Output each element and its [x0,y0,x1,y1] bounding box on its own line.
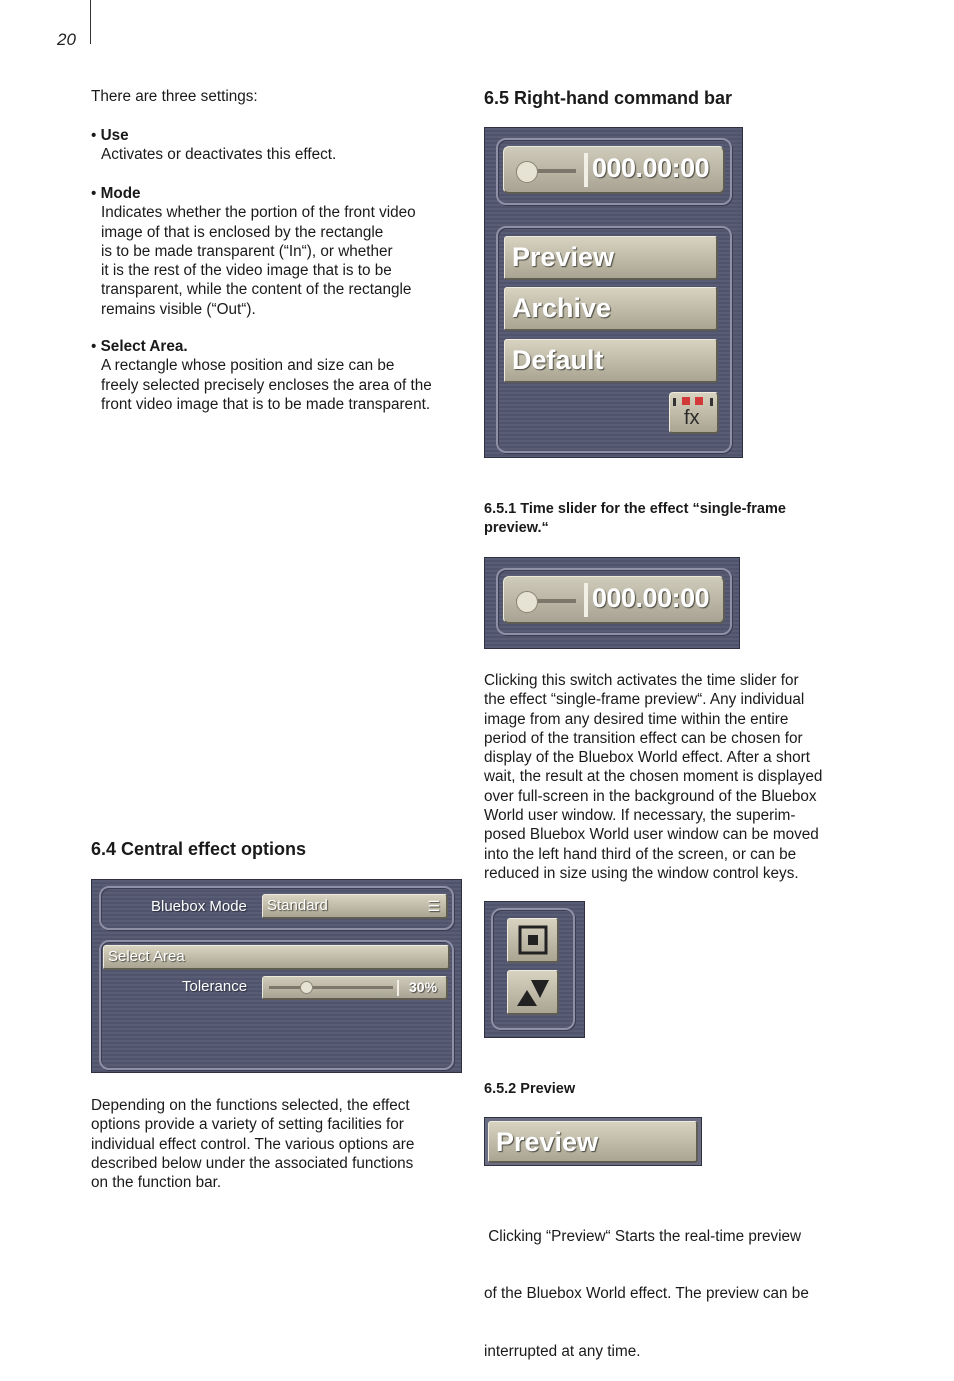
time-slider-description [484,671,864,883]
default-button[interactable]: Default [504,339,718,383]
time-slider-panel [484,557,740,649]
maximize-button[interactable] [507,918,559,963]
command-bar-panel [484,127,743,458]
bullet-line: transparent, while the content of the rectangle [101,281,412,299]
preview-button-panel [484,1117,702,1166]
bullet-title: Use [100,127,129,144]
bullet-use [91,126,471,165]
text-line: Clicking this switch activates the time slider for [484,672,799,689]
text-line: into the left hand third of the screen, or can be [484,845,797,863]
text-line: display of the Bluebox World effect. After a short [484,749,810,767]
maximize-icon [518,925,548,955]
time-knob[interactable] [516,591,538,613]
heading-line: preview.“ [484,520,549,536]
timecode-readout: 000.00:00 [592,153,710,183]
fx-icon: fx [684,407,700,429]
slider-divider [397,980,399,996]
text-line: the effect “single-frame preview“. Any individual [484,691,805,709]
text-line: interrupted at any time. [484,1343,641,1361]
text-line: on the function bar. [91,1174,222,1192]
bullet-marker: • [91,127,97,144]
fx-mark-left [673,398,676,406]
text-line: reduced in size using the window control keys. [484,864,799,882]
text-line: Clicking “Preview“ Starts the real-time preview [484,1227,802,1245]
effect-options-panel [91,879,462,1073]
bluebox-mode-label: Bluebox Mode [151,898,247,915]
bullet-text: Activates or deactivates this effect. [101,146,337,164]
bullet-line: A rectangle whose position and size can be [101,357,395,375]
time-divider [584,583,588,617]
bullet-line: front video image that is to be made transparent. [101,395,431,413]
text-line: World user window. If necessary, the superim- [484,807,796,825]
bullet-line: remains visible (“Out“). [101,300,256,318]
intro-text: There are three settings: [91,88,258,105]
text-line: over full-screen in the background of the Bluebox [484,787,817,805]
select-area-button[interactable]: Select Area [103,945,450,970]
menu-lines-icon: ☰ [427,898,440,914]
preview-button[interactable]: Preview [504,236,718,280]
text-line: posed Bluebox World user window can be moved [484,826,819,844]
text-line: period of the transition effect can be chosen for [484,729,803,747]
bluebox-mode-value: Standard [267,897,328,914]
preview-description [484,1188,864,1381]
header-rule [90,0,91,44]
heading-line: 6.5.1 Time slider for the effect “single-frame [484,501,786,517]
text-line: described below under the associated functions [91,1154,414,1172]
text-line: individual effect control. The various options are [91,1135,415,1153]
subsection-heading-6-5-1 [484,500,864,538]
text-line: image from any desired time within the entire [484,710,789,728]
bullet-line: Indicates whether the portion of the front video [101,204,416,222]
window-controls-panel [484,901,585,1038]
text-line: wait, the result at the chosen moment is displayed [484,768,823,786]
subsection-heading-6-5-2: 6.5.2 Preview [484,1081,576,1097]
time-slider-switch[interactable] [503,576,725,624]
fx-button[interactable] [669,392,719,434]
text-line: Depending on the functions selected, the effect [91,1097,410,1114]
tolerance-slider[interactable] [262,976,448,1000]
tolerance-knob[interactable] [300,981,313,994]
bullet-marker: • [91,185,97,202]
move-resize-button[interactable] [507,970,559,1015]
bluebox-mode-dropdown[interactable] [262,894,448,919]
time-divider [584,153,588,187]
tolerance-label: Tolerance [182,978,248,995]
section-heading-6-5: 6.5 Right-hand command bar [484,88,733,108]
timecode-readout: 000.00:00 [592,583,710,613]
tolerance-track [269,986,393,989]
bullet-title: Select Area. [100,338,188,355]
bullet-title: Mode [100,185,141,202]
bullet-line: is to be made transparent (“In“), or whether [101,242,393,260]
fx-red-light-right [695,397,703,405]
bullet-line: image of that is enclosed by the rectangle [101,223,384,241]
bullet-mode [91,184,471,319]
bullet-line: freely selected precisely encloses the area of the [101,376,432,394]
preview-button[interactable]: Preview [488,1121,698,1163]
tolerance-value: 30% [409,979,438,995]
text-line: of the Bluebox World effect. The preview can be [484,1285,809,1303]
time-knob[interactable] [516,161,538,183]
fx-mark-right [710,398,713,406]
move-resize-icon [515,976,551,1008]
archive-button[interactable]: Archive [504,287,718,331]
time-slider-switch[interactable] [503,146,725,194]
text-line: options provide a variety of setting facilities for [91,1116,404,1134]
bullet-line: it is the rest of the video image that is to be [101,262,392,280]
fx-red-light-left [682,397,690,405]
effect-options-description [91,1096,471,1192]
bullet-select-area [91,337,471,414]
page-number: 20 [57,30,76,49]
section-heading-6-4: 6.4 Central effect options [91,839,307,859]
bullet-marker: • [91,338,97,355]
